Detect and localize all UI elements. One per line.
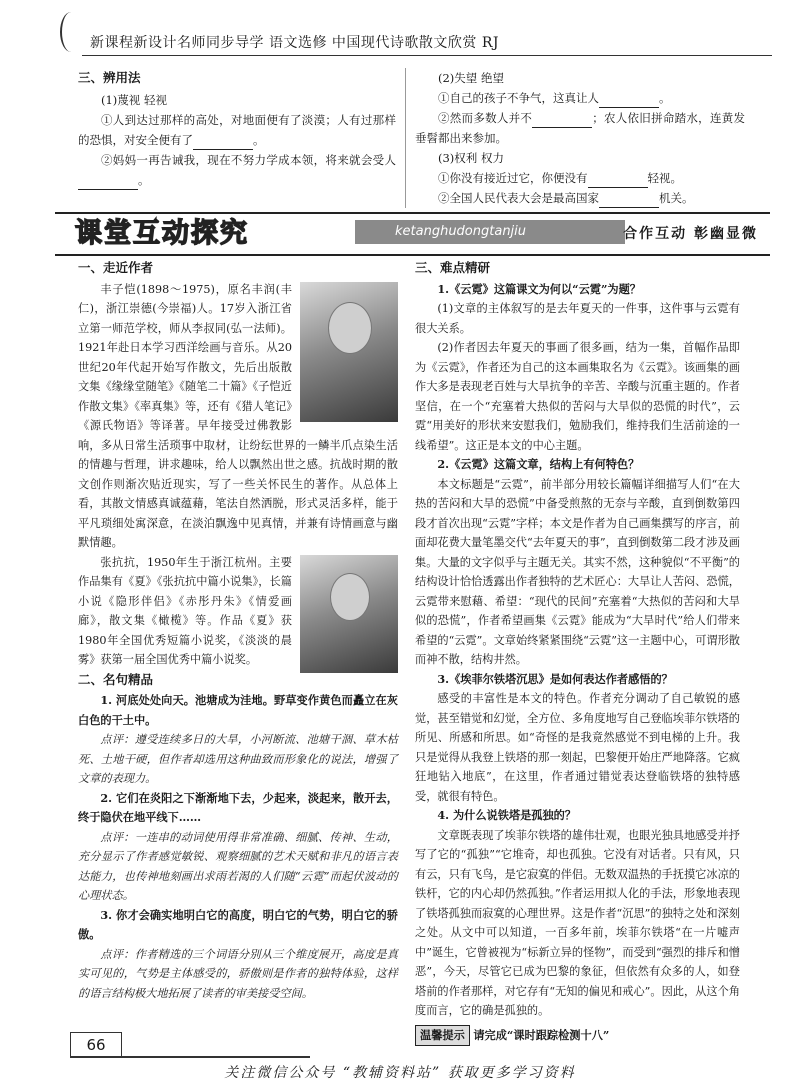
pair3-label: (3)权利 权力 (438, 151, 504, 165)
usage-sentence: ②妈妈一再告诫我，现在不努力学成本领，将来就会受人。 (78, 150, 396, 190)
answer-blank[interactable] (193, 135, 253, 150)
answer-blank[interactable] (588, 173, 648, 188)
portrait-face (328, 302, 372, 354)
author-photo-zhang (300, 555, 398, 673)
pair2-label: (2)失望 绝望 (438, 71, 504, 85)
banner-pinyin: ketanghudongtanjiu (355, 220, 625, 244)
quote: 2. 它们在炎阳之下渐渐地下去，少起来，淡起来，散开去，终于隐伏在地平线下…… (78, 790, 398, 824)
warm-tip (415, 1025, 740, 1047)
usage-title: 三、辨用法 (78, 70, 141, 85)
usage-section-right (415, 68, 745, 208)
quote-comment: 点评：遵受连续多日的大旱，小河断流、池塘干涸、草木枯死、土地干硬，但作者却选用这种曲致而形象化的说法，增强了文章的表现力。 (78, 733, 398, 785)
right-column (415, 258, 740, 1046)
answer: 本文标题是“云霓”，前半部分用较长篇幅详细描写人们“在大热的苦闷和大旱的恐慌”中备受煎熬的无奈与辛酸，直到倒数第四段才首次出现“云霓”字样；本文是作者为自己画集撰写的序言，前面却花费大量笔墨交代“去年夏天的事”，直到倒数第二段才涉及画集。大量的文字似乎与主题无关。其实不然，这种貌似“不平衡”的结构设计恰恰透露出作者独特的艺术匠心：大旱让人苦闷、恐慌，云霓带来慰藉、希望：“现代的民间”充塞着“大热似的苦闷和大旱似的恐慌”，作者希望画集《云霓》能成为“大旱时代”给人们带来希望的“云霓”。文章始终紧紧围绕“云霓”这一主题中心，可谓形散而神不散，结构井然。 (415, 477, 740, 666)
usage-sentence: ①人到达过那样的高处，对地面便有了淡漠；人有过那样的恐惧，对安全便有了 。 (78, 110, 396, 150)
usage-sentence: ②然而多数人并不 ；农人依旧拼命踏水，连黄发垂髫都出来参加。 (415, 111, 746, 145)
quotes-section-title: 二、名句精品 (78, 671, 154, 687)
portrait-face (330, 573, 370, 621)
difficulty-section-title: 三、难点精研 (415, 260, 491, 275)
page-number-rule (70, 1056, 310, 1058)
header-ornament (60, 12, 82, 52)
question: 4. 为什么说铁塔是孤独的？ (437, 808, 577, 822)
footer-note: 关注微信公众号 “教辅资料站” 获取更多学习资料 (224, 1065, 576, 1081)
answer-blank[interactable] (78, 175, 138, 190)
tip-label: 温馨提示 (415, 1025, 470, 1047)
usage-sentence: ②全国人民代表大会是最高国家 机关。 (415, 188, 745, 208)
banner-slogan: 合作互动 彰幽显微 (623, 226, 758, 242)
answer-blank[interactable] (532, 113, 592, 128)
usage-sentence: ①自己的孩子不争气，这真让人 。 (415, 88, 745, 108)
header-rule (82, 55, 772, 56)
answer: 文章既表现了埃菲尔铁塔的雄伟壮观，也眼光独具地感受并抒写了它的“孤独”“它堆奇，却也孤独。它没有对话者。只有风，只有云，只有飞鸟，是它寂寞的伴侣。无数双温热的手抚摸它冰凉的铁杆，它的内心却仍然孤独。”作者运用拟人化的手法，形象地表现了铁塔孤独而寂寞的心理世界。这是作者“沉思”的独特之处和深刻之处。从文中可以知道，一百多年前，埃菲尔铁塔“在一片嘘声中”诞生，它曾被视为“标新立异的怪物”，而受到“强烈的排斥和憎恶”，今天，尽管它已成为巴黎的象征，但依然有众多的人，如登塔前的作者那样，对它存有“无知的偏见和戒心”。因此，从这个角度而言，它的确是孤独的。 (415, 828, 740, 1017)
header-text: 新课程新设计名师同步导学 语文选修 中国现代诗歌散文欣赏 RJ (90, 35, 500, 51)
answer-blank[interactable] (599, 193, 659, 208)
tip-text: 请完成“课时跟踪检测十八” (473, 1027, 610, 1042)
quote-comment: 点评：作者精选的三个词语分别从三个维度展开，高度是真实可见的，气势是主体感受的，骄傲则是作者的独特体验，这样的语言结构极大地拓展了读者的审美接受空间。 (78, 947, 398, 1000)
author-photo-feng (300, 282, 398, 422)
question: 3.《埃菲尔铁塔沉思》是如何表达作者感悟的？ (437, 671, 673, 686)
answer-blank[interactable] (599, 93, 659, 108)
quote-comment: 点评：一连串的动词使用得非常准确、细腻、传神、生动，充分显示了作者感觉敏锐、观察细腻的艺术天赋和非凡的语言表达能力，也传神地刻画出求雨若渴的人们随“云霓”而起伏波动的心理状态。 (78, 830, 398, 902)
question: 2.《云霓》这篇文章，结构上有何特色？ (437, 457, 640, 471)
column-divider (405, 68, 406, 208)
left-column (78, 258, 398, 1003)
usage-section-left (78, 68, 396, 190)
author-bio-feng: 丰子恺(1898～1975)，原名丰润(丰仁)，浙江崇德(今崇福)人。17岁入浙江省立第一师范学校，师从李叔同(弘一法师)。1921年赴日本学习西洋绘画与音乐。从20世纪20年代起开始写作散文，先后出版散文集《缘缘堂随笔》《随笔二十篇》《子恺近作散文集》《率真集》等，还有《猎人笔记》《源氏物语》等译著。早年接受过佛教影响，多从日常生活琐事中取材，让纷纭世界的一鳞半爪点染生活的情趣与哲理，讲求趣味，给人以飘然出世之感。抗战时期的散文创作则渐次贴近现实，写了一些关怀民生的著作。从总体上看，其散文情感真诚蕴藉，笔法自然洒脱，形式灵活多样，能于平凡琐细处寓深意，在淡泊飘逸中见真情，并兼有诗情画意与幽默情趣。 (78, 282, 398, 549)
usage-sentence: ①你没有接近过它，你便没有 轻视。 (415, 168, 745, 188)
author-bio-zhang: 张抗抗，1950年生于浙江杭州。主要作品集有《夏》《张抗抗中篇小说集》，长篇小说《隐形伴侣》《赤彤丹朱》《情爱画廊》，散文集《橄榄》等。作品《夏》获1980年全国优秀短篇小说奖，《淡淡的晨雾》获第一届全国优秀中篇小说奖。 (78, 555, 292, 666)
quote: 3. 你才会确实地明白它的高度，明白它的气势，明白它的骄傲。 (78, 907, 398, 941)
quote: 1. 河底处处向天。池塘成为洼地。野草变作黄色而矗立在灰白色的干土中。 (78, 693, 398, 727)
page-number: 66 (70, 1032, 122, 1058)
answer: 感受的丰富性是本文的特色。作者充分调动了自己敏锐的感觉，甚至错觉和幻觉，全方位、多角度地写自己登临埃菲尔铁塔的所见、所感和所思。如“奇怪的是我竟然感觉不到电梯的上升。我只是觉得从我登上铁塔的那一刻起，巴黎便开始庄严地降落。它疯狂地钻入地底”，在这里，作者通过错觉表达登临铁塔的独特感受，就很有特色。 (415, 692, 740, 803)
answer: (2)作者因去年夏天的事画了很多画，结为一集，首幅作品即为《云霓》，作者还为自己的这本画集取名为《云霓》。该画集的画作大多是表现老百姓与大旱抗争的辛苦、辛酸与沉重主题的。作者坚信，在一个“充塞着大热似的苦闷与大旱似的恐慌的时代”，云霓“用美好的形状来安慰我们，勉励我们，维持我们生活前途的一线希望”。这正是本文的中心主题。 (415, 341, 740, 452)
banner-title: 课堂互动探究 (75, 218, 249, 249)
section-banner (55, 212, 770, 256)
page-header (60, 0, 780, 60)
pair1-label: (1)蔑视 轻视 (101, 93, 167, 107)
answer: (1)文章的主体叙写的是去年夏天的一件事，这件事与云霓有很大关系。 (415, 302, 740, 335)
question: 1.《云霓》这篇课文为何以“云霓”为题？ (437, 281, 641, 296)
author-section-title: 一、走近作者 (78, 260, 154, 275)
